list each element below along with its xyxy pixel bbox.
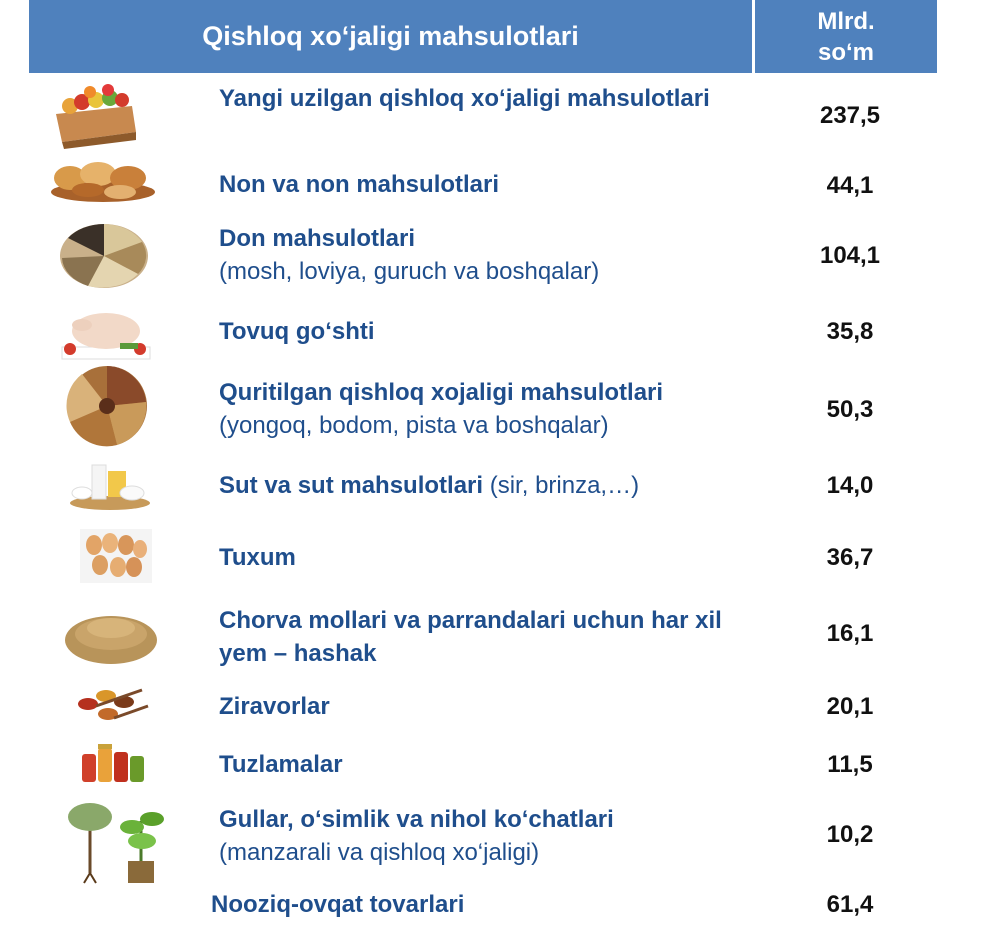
row-value: 61,4 <box>826 891 874 918</box>
seedlings-icon <box>62 801 170 885</box>
row-value: 16,1 <box>826 620 874 647</box>
row-name: Sut va sut mahsulotlari <box>219 472 484 499</box>
row-name: Gullar, o‘simlik va nihol ko‘chatlari <box>219 806 614 833</box>
table-row <box>0 82 997 157</box>
table-row <box>0 888 997 928</box>
row-subtitle: (mosh, loviya, guruch va boshqalar) <box>219 258 600 285</box>
row-label <box>219 803 739 869</box>
row-label: Tovuq go‘shti <box>219 318 375 345</box>
row-name: Don mahsulotlari <box>219 225 416 252</box>
nuts-icon <box>62 364 152 448</box>
row-value: 50,3 <box>826 396 874 423</box>
eggs-icon <box>80 529 152 583</box>
row-value: 237,5 <box>819 102 881 129</box>
row-subtitle: (yongoq, bodom, pista va boshqalar) <box>219 412 609 439</box>
row-label: Nooziq-ovqat tovarlari <box>211 891 465 918</box>
feed-pellets-icon <box>62 606 160 666</box>
row-label: Non va non mahsulotlari <box>219 171 500 198</box>
row-subtitle: (sir, brinza,…) <box>489 472 640 499</box>
row-value: 104,1 <box>819 242 881 269</box>
row-label: Tuxum <box>219 544 296 571</box>
header-title: Qishloq xo‘jaligi mahsulotlari <box>29 0 752 73</box>
row-value: 14,0 <box>826 472 874 499</box>
spices-icon <box>72 682 150 726</box>
dairy-icon <box>68 459 152 511</box>
row-value: 11,5 <box>827 751 873 778</box>
row-subtitle: (manzarali va qishloq xo‘jaligi) <box>219 839 540 866</box>
row-label: Ziravorlar <box>219 693 330 720</box>
row-label: Yangi uzilgan qishloq xo‘jaligi mahsulotlari <box>219 85 710 112</box>
table-row <box>0 604 997 674</box>
row-value: 44,1 <box>826 172 874 199</box>
row-value: 35,8 <box>826 318 874 345</box>
table-row <box>0 376 997 446</box>
header-unit-line2: so‘m <box>817 38 874 66</box>
table-row <box>0 222 997 292</box>
table-row <box>0 315 997 355</box>
table-row <box>0 469 997 509</box>
chicken-icon <box>60 305 152 361</box>
table-row <box>0 748 997 788</box>
table-row <box>0 168 997 208</box>
row-label: Tuzlamalar <box>219 751 343 778</box>
bread-icon <box>48 156 158 206</box>
row-value: 20,1 <box>826 693 874 720</box>
table-row <box>0 803 997 875</box>
header-unit <box>755 0 937 73</box>
row-label <box>219 469 739 502</box>
table-row <box>0 541 997 581</box>
row-label <box>219 222 739 288</box>
row-label: Chorva mollari va parrandalari uchun har xil yem – hashak <box>219 607 722 667</box>
row-name: Quritilgan qishloq xojaligi mahsulotlari <box>219 379 664 406</box>
header-unit-line1: Mlrd. <box>817 7 875 35</box>
row-label <box>219 376 739 442</box>
row-value: 36,7 <box>826 544 874 571</box>
row-value: 10,2 <box>826 821 874 848</box>
table-header <box>29 0 937 73</box>
fruit-crate-icon <box>52 82 138 150</box>
table-row <box>0 690 997 730</box>
pickles-icon <box>80 742 146 784</box>
grains-icon <box>58 218 150 290</box>
